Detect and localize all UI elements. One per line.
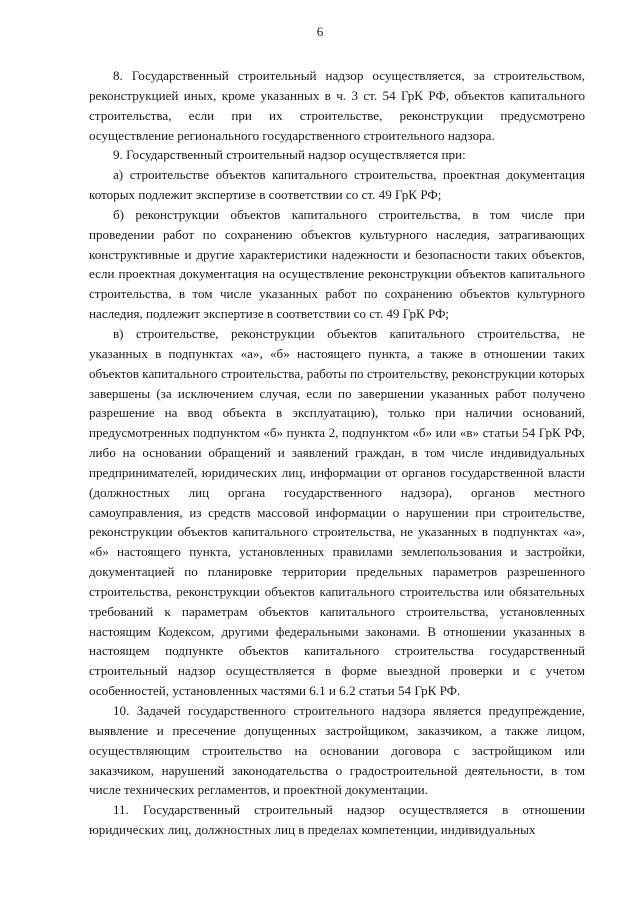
paragraph-10: 10. Задачей государственного строительного надзора является предупреждение, выявление и пресечение допущенных застройщиком, заказчиком, а также лицом, осуществляющим строительство на основании договора с застройщиком или заказчиком, нарушений законодательства о градостроительной деятельности, в том числе технических регламентов, и проектной документации. bbox=[89, 703, 585, 798]
paragraph-9b: б) реконструкции объектов капитального строительства, в том числе при проведении работ по сохранению объектов культурного наследия, затрагивающих конструктивные и другие характеристики надежности и безопасности таких объектов, если проектная документация на осуществление реконструкции объектов капитального строительства, в том числе указанных работ по сохранению объектов культурного наследия, подлежит экспертизе в соответствии со ст. 49 ГрК РФ; bbox=[89, 206, 585, 322]
paragraph-9a: а) строительстве объектов капитального строительства, проектная документация которых подлежит экспертизе в соответствии со ст. 49 ГрК РФ; bbox=[89, 167, 585, 203]
paragraph-11: 11. Государственный строительный надзор осуществляется в отношении юридических лиц, должностных лиц в пределах компетенции, индивидуальных bbox=[89, 802, 585, 838]
page-number: 6 bbox=[316, 24, 324, 39]
document-body bbox=[89, 66, 585, 840]
paragraph-8: 8. Государственный строительный надзор осуществляется, за строительством, реконструкцией иных, кроме указанных в ч. 3 ст. 54 ГрК РФ, объектов капитального строительства, если при их строительстве, реконструкции предусмотрено осуществление регионального государственного строительного надзора. bbox=[89, 68, 585, 143]
paragraph-9v: в) строительстве, реконструкции объектов капитального строительства, не указанных в подпунктах «а», «б» настоящего пункта, а также в отношении таких объектов капитального строительства, работы по строительству, реконструкции которых завершены (за исключением случая, если по завершении указанных работ получено разрешение на ввод объекта в эксплуатацию), только при наличии оснований, предусмотренных подпунктом «б» пункта 2, подпунктом «б» или «в» статьи 54 ГрК РФ, либо на основании обращений и заявлений граждан, в том числе индивидуальных предпринимателей, юридических лиц, информации от органов государственной власти (должностных лиц органа государственного надзора), органов местного самоуправления, из средств массовой информации о нарушении при строительстве, реконструкции объектов капитального строительства, не указанных в подпунктах «а», «б» настоящего пункта, установленных правилами землепользования и застройки, документацией по планировке территории предельных параметров разрешенного строительства, реконструкции объектов капитального строительства или обязательных требований к параметрам объектов капитального строительства, установленных настоящим Кодексом, другими федеральными законами. В отношении указанных в настоящем подпункте объектов капитального строительства государственный строительный надзор осуществляется в форме выездной проверки и с учетом особенностей, установленных частями 6.1 и 6.2 статьи 54 ГрК РФ. bbox=[89, 325, 585, 699]
paragraph-9: 9. Государственный строительный надзор осуществляется при: bbox=[113, 147, 466, 163]
